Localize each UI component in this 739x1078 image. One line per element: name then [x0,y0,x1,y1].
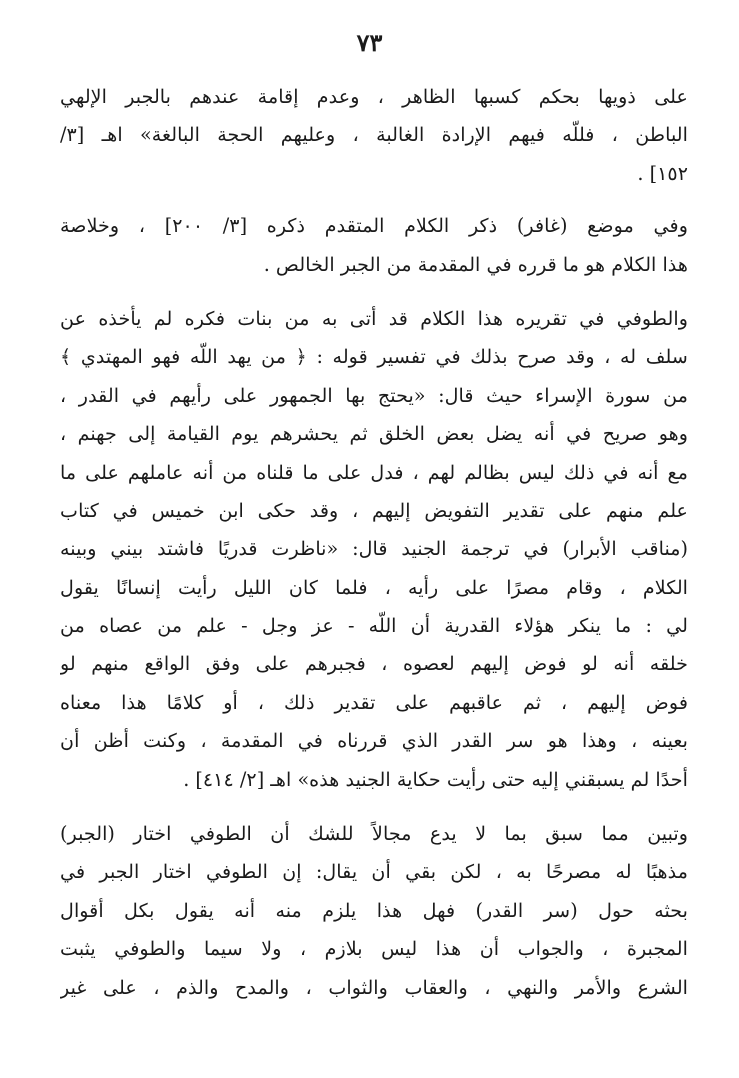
text-line: من سورة الإسراء حيث قال: «يحتج بها الجمهور على رأيهم في القدر ، [60,383,688,407]
text-line: علم منهم على تقدير التفويض إليهم ، وقد حكى ابن خميس في كتاب [60,498,688,522]
text-line: بعينه ، وهذا هو سر القدر الذي قررناه في المقدمة ، وكنت أظن أن [60,729,688,753]
text-line: ١٥٢] . [637,161,688,185]
paragraph [60,815,688,1007]
text-line: (مناقب الأبرار) في ترجمة الجنيد قال: «ناظرت قدريًا فاشتد بيني وبينه [60,537,688,561]
text-line: الباطن ، فللّه فيهم الإرادة الغالبة ، وعليهم الحجة البالغة» اهـ [٣/ [60,123,688,147]
text-line: مع أنه في ذلك ليس بظالم لهم ، فدل على ما قلناه من أنه عاملهم على ما [60,460,688,484]
paragraph [60,78,688,193]
paragraph [60,300,688,799]
text-line: وهو صريح في أنه يضل بعض الخلق ثم يحشرهم يوم القيامة إلى جهنم ، [60,422,688,446]
text-line: المجبرة ، والجواب أن هذا ليس بلازم ، ولا سيما والطوفي يثبت [60,937,688,961]
text-line: لي : ما ينكر هؤلاء القدرية أن اللّه - عز وجل - علم من عصاه من [60,614,688,638]
paragraph [60,207,688,284]
text-line: سلف له ، وقد صرح بذلك في تفسير قوله : ﴿ من يهد اللّه فهو المهتدي ﴾ [60,345,688,369]
text-line: أحدًا لم يسبقني إليه حتى رأيت حكاية الجنيد هذه» اهـ [٢/ ٤١٤] . [183,767,688,791]
page-body [60,78,688,1021]
text-line: مذهبًا له مصرحًا به ، لكن بقي أن يقال: إن الطوفي اختار الجبر في [60,860,688,884]
text-line: هذا الكلام هو ما قرره في المقدمة من الجبر الخالص . [263,252,688,276]
text-line: وفي موضع (غافر) ذكر الكلام المتقدم ذكره [٣/ ٢٠٠] ، وخلاصة [60,214,688,238]
text-line: على ذويها بحكم كسبها الظاهر ، وعدم إقامة عندهم بالجبر الإلهي [60,85,688,108]
text-line: الشرع والأمر والنهي ، والعقاب والثواب ، والمدح والذم ، على غير [60,975,688,999]
text-line: وتبين مما سبق بما لا يدع مجالاً للشك أن الطوفي اختار (الجبر) [60,822,688,846]
text-line: والطوفي في تقريره هذا الكلام قد أتى به من بنات فكره لم يأخذه عن [60,306,688,330]
text-line: خلقه أنه لو فوض إليهم لعصوه ، فجبرهم على وفق الواقع منهم لو [60,652,688,676]
text-line: بحثه حول (سر القدر) فهل هذا يلزم منه أنه يقول بكل أقوال [60,898,688,922]
text-line: الكلام ، وقام مصرًا على رأيه ، فلما كان الليل رأيت إنسانًا يقول [60,575,688,599]
text-line: فوض إليهم ، ثم عاقبهم على تقدير ذلك ، أو كلامًا هذا معناه [60,690,688,714]
page-number: ٧٣ [356,28,383,57]
